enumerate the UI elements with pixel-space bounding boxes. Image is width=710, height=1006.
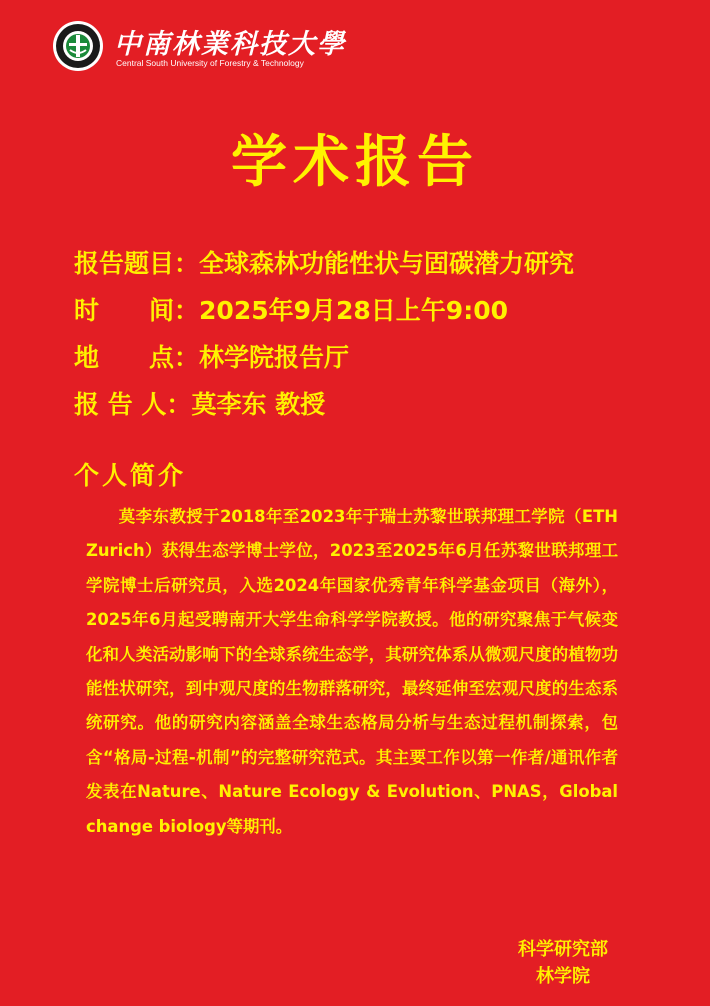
bio-section-title: 个人简介 (74, 461, 187, 490)
topic-colon: ： (174, 248, 200, 278)
place-value: 林学院报告厅 (199, 342, 350, 372)
university-name-cn: 中南林業科技大學 (114, 29, 346, 60)
university-name-en: Central South University of Forestry & Technology (116, 58, 304, 68)
signature-dept-forestry: 林学院 (536, 966, 590, 987)
page-title: 学术报告 (231, 130, 479, 195)
report-info (74, 238, 694, 426)
university-header (52, 18, 352, 78)
time-value: 2025年9月28日上午9:00 (199, 295, 508, 325)
topic-label: 报告题目 (74, 248, 175, 278)
university-seal-icon (52, 20, 104, 72)
topic-row (74, 238, 694, 285)
time-label: 时 间 (74, 295, 175, 325)
place-label: 地 点 (74, 342, 175, 372)
time-colon: ： (174, 295, 200, 325)
bio-text: 莫李东教授于2018年至2023年于瑞士苏黎世联邦理工学院（ETH Zurich）获得生态学博士学位，2023至2025年6月任苏黎世联邦理工学院博士后研究员，入选2024年国家优秀青年科学基金项目（海外），2025年6月起受聘南开大学生命科学学院教授。他的研究聚焦于气候变化和人类活动影响下的全球系统生态学，其研究体系从微观尺度的植物功能性状研究，到中观尺度的生物群落研究，最终延伸至宏观尺度的生态系统研究。他的研究内容涵盖全球生态格局分析与生态过程机制探索，包含“格局-过程-机制”的完整研究范式。其主要工作以第一作者/通讯作者发表在Nature、Nature Ecology & Evolution、PNAS，Global change biology等期刊。 (86, 507, 618, 836)
speaker-row (74, 379, 694, 426)
signature (518, 936, 608, 990)
place-row (74, 332, 694, 379)
place-colon: ： (174, 342, 200, 372)
signature-dept-research: 科学研究部 (518, 939, 608, 960)
speaker-value: 莫李东 教授 (191, 389, 326, 419)
time-row (74, 285, 694, 332)
speaker-colon: ： (166, 389, 192, 419)
topic-value: 全球森林功能性状与固碳潜力研究 (199, 248, 575, 278)
speaker-label: 报 告 人 (74, 389, 167, 419)
